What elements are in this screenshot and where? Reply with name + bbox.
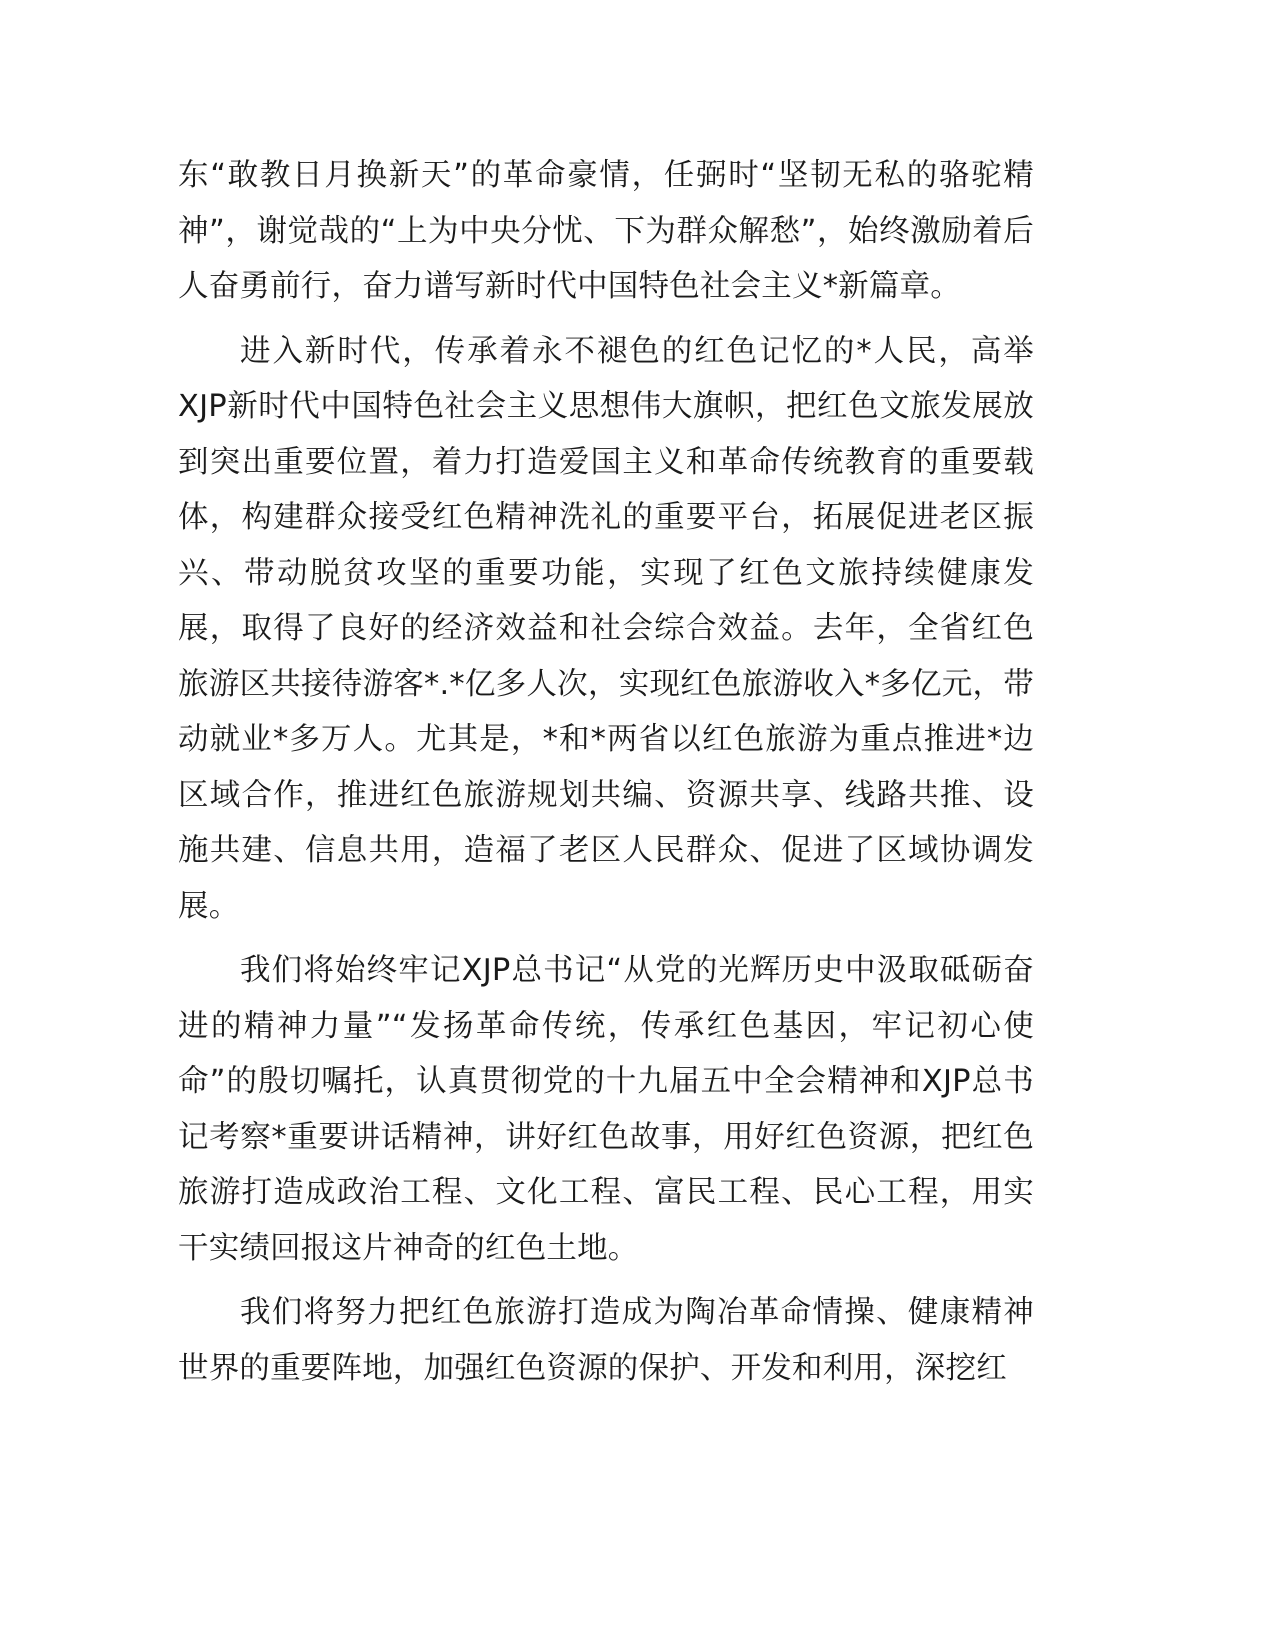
document-page <box>178 148 1034 1396</box>
paragraph-commitment: 我们将始终牢记XJP总书记“从党的光辉历史中汲取砥砺奋进的精神力量”“发扬革命传统，传承红色基因，牢记初心使命”的殷切嘱托，认真贯彻党的十九届五中全会精神和XJP总书记考察*重要讲话精神，讲好红色故事，用好红色资源，把红色旅游打造成政治工程、文化工程、富民工程、民心工程，用实干实绩回报这片神奇的红色土地。 <box>178 953 1034 1266</box>
paragraph-red-tourism: 我们将努力把红色旅游打造成为陶冶革命情操、健康精神世界的重要阵地，加强红色资源的保护、开发和利用，深挖红 <box>178 1295 1034 1386</box>
paragraph-continuation: 东“敢教日月换新天”的革命豪情，任弼时“坚韧无私的骆驼精神”，谢觉哉的“上为中央分忧、下为群众解愁”，始终激励着后人奋勇前行，奋力谱写新时代中国特色社会主义*新篇章。 <box>178 158 1034 304</box>
paragraph-new-era: 进入新时代，传承着永不褪色的红色记忆的*人民，高举XJP新时代中国特色社会主义思想伟大旗帜，把红色文旅发展放到突出重要位置，着力打造爱国主义和革命传统教育的重要载体，构建群众接受红色精神洗礼的重要平台，拓展促进老区振兴、带动脱贫攻坚的重要功能，实现了红色文旅持续健康发展，取得了良好的经济效益和社会综合效益。去年，全省红色旅游区共接待游客*.*亿多人次，实现红色旅游收入*多亿元，带动就业*多万人。尤其是，*和*两省以红色旅游为重点推进*边区域合作，推进红色旅游规划共编、资源共享、线路共推、设施共建、信息共用，造福了老区人民群众、促进了区域协调发展。 <box>178 333 1034 924</box>
